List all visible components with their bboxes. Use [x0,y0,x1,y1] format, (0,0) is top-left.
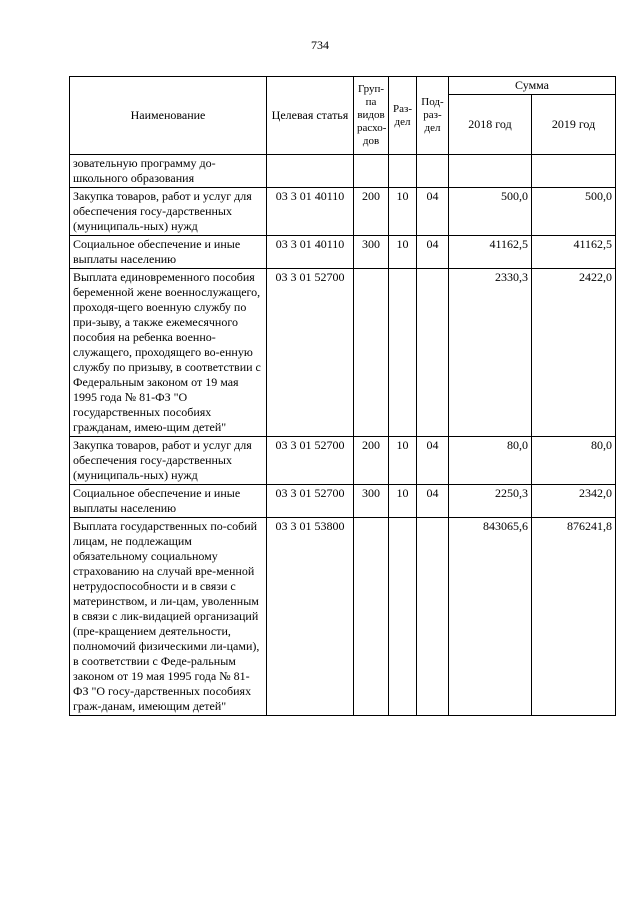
cell-target-article [267,155,354,188]
table-row [70,518,616,716]
cell-section [389,518,417,716]
table-row [70,155,616,188]
header-sum: Сумма [449,77,616,95]
cell-target-article: 03 3 01 52700 [267,269,354,437]
cell-section: 10 [389,188,417,236]
table-header [70,77,616,155]
table-body [70,155,616,716]
cell-sum-2019: 500,0 [532,188,616,236]
cell-section [389,155,417,188]
cell-section: 10 [389,485,417,518]
header-subsection: Под-раз-дел [417,77,449,155]
header-name: Наименование [70,77,267,155]
table-row [70,188,616,236]
cell-subsection [417,155,449,188]
cell-name: Выплата государственных по-собий лицам, не подлежащим обязательному социальному страхованию на случай вре-менной нетрудоспособности и в связи с материнством, и ли-цам, уволенным в связи с лик-видацией организаций (пре-кращением деятельности, полномочий физическими ли-цами), в соответствии с Феде-ральным законом от 19 мая 1995 года № 81-ФЗ "О госу-дарственных пособиях граж-данам, имеющим детей" [70,518,267,716]
budget-table [69,76,616,716]
table-row [70,485,616,518]
cell-sum-2019 [532,155,616,188]
cell-expense-group [354,269,389,437]
header-year-2018: 2018 год [449,95,532,155]
cell-name: Выплата единовременного пособия беременной жене военнослужащего, проходя-щего военную службу по при-зыву, а также ежемесячного пособия на ребенка военно-служащего, проходящего во-енную службу по призыву, в соответствии с Федеральным законом от 19 мая 1995 года № 81-ФЗ "О государственных пособиях гражданам, имею-щим детей" [70,269,267,437]
cell-section [389,269,417,437]
cell-name: зовательную программу до-школьного образования [70,155,267,188]
cell-sum-2018: 843065,6 [449,518,532,716]
header-year-2019: 2019 год [532,95,616,155]
cell-name: Закупка товаров, работ и услуг для обеспечения госу-дарственных (муниципаль-ных) нужд [70,437,267,485]
header-section: Раз-дел [389,77,417,155]
table-row [70,269,616,437]
cell-sum-2018 [449,155,532,188]
cell-sum-2018: 80,0 [449,437,532,485]
header-target-article: Целевая статья [267,77,354,155]
cell-subsection: 04 [417,437,449,485]
cell-sum-2019: 41162,5 [532,236,616,269]
cell-subsection [417,269,449,437]
cell-section: 10 [389,236,417,269]
cell-expense-group: 200 [354,188,389,236]
cell-subsection: 04 [417,188,449,236]
cell-sum-2018: 41162,5 [449,236,532,269]
cell-target-article: 03 3 01 52700 [267,437,354,485]
cell-subsection: 04 [417,236,449,269]
cell-sum-2019: 2342,0 [532,485,616,518]
cell-target-article: 03 3 01 52700 [267,485,354,518]
cell-expense-group: 300 [354,236,389,269]
cell-target-article: 03 3 01 40110 [267,188,354,236]
cell-sum-2019: 876241,8 [532,518,616,716]
cell-subsection: 04 [417,485,449,518]
header-expense-group: Груп-па видов расхо-дов [354,77,389,155]
cell-sum-2018: 2250,3 [449,485,532,518]
cell-name: Социальное обеспечение и иные выплаты населению [70,236,267,269]
cell-expense-group [354,518,389,716]
cell-sum-2019: 2422,0 [532,269,616,437]
table-row [70,236,616,269]
table-row [70,437,616,485]
cell-sum-2018: 2330,3 [449,269,532,437]
cell-target-article: 03 3 01 53800 [267,518,354,716]
cell-expense-group [354,155,389,188]
cell-sum-2019: 80,0 [532,437,616,485]
cell-expense-group: 300 [354,485,389,518]
cell-name: Закупка товаров, работ и услуг для обеспечения госу-дарственных (муниципаль-ных) нужд [70,188,267,236]
cell-subsection [417,518,449,716]
cell-name: Социальное обеспечение и иные выплаты населению [70,485,267,518]
cell-expense-group: 200 [354,437,389,485]
page-number: 734 [311,38,329,52]
cell-sum-2018: 500,0 [449,188,532,236]
cell-target-article: 03 3 01 40110 [267,236,354,269]
cell-section: 10 [389,437,417,485]
